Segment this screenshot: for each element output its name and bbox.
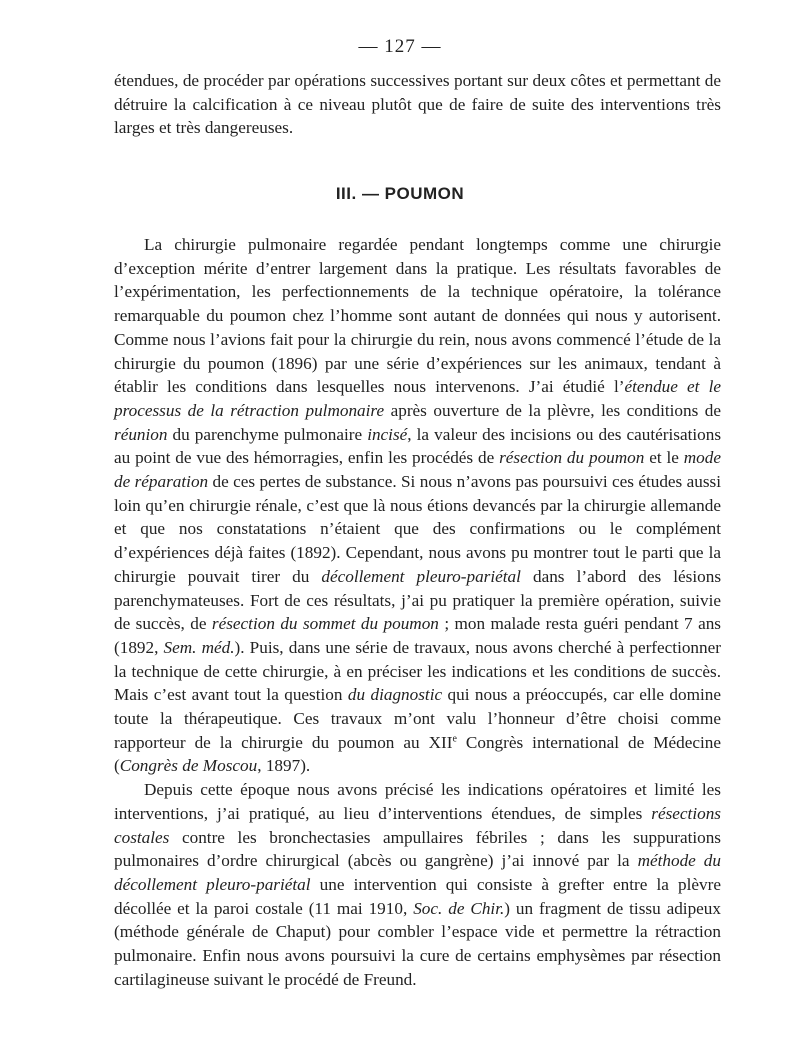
superscript: e bbox=[452, 733, 457, 745]
text-run: La chirurgie pulmonaire regardée pendant longtemps comme une chirurgie d’exception mérite d’entrer largement dans la pratique. Les résultats favorables de l’expérimentation, les perfectionnements de la technique opératoire, la tolérance remarquable du poumon chez l’homme sont autant de données qui nous y autorisent. Comme nous l’avions fait pour la chirurgie du rein, nous avons commencé l’étude de la chirurgie du poumon (1896) par une série d’expériences sur les animaux, tendant à établir les conditions dans lesquelles nous intervenons. J’ai étudié l’ bbox=[114, 235, 721, 397]
text-run: et le bbox=[644, 448, 684, 468]
intro-paragraph: étendues, de procéder par opérations successives portant sur deux côtes et permettant de détruire la calcification à ce niveau plutôt que de faire de suite des interventions très larges et très dangereuses. bbox=[114, 71, 721, 138]
text-run: ; mon malade resta guéri pendant 7 ans (1892, bbox=[114, 614, 721, 657]
text-run: , 1897). bbox=[257, 756, 311, 776]
italic-run: résections costales bbox=[114, 803, 721, 847]
text-run: qui nous a préoccupés, car elle domine toute la thérapeutique. Ces travaux m’ont valu l’honneur d’être choisi comme rapporteur de la chirurgie du poumon au XII bbox=[114, 685, 721, 752]
text-run: de ces pertes de substance. Si nous n’avons pas poursuivi ces études aussi loin qu’en chirurgie rénale, c’est que là nous étions devancés par la chirurgie allemande et que nos constatations n’étaient que des confirmations ou le complément d’expériences déjà faites (1892). Cependant, nous avons pu montrer tout le parti que la chirurgie pouvait tirer du bbox=[114, 472, 721, 586]
italic-run: résection du sommet du poumon bbox=[211, 614, 439, 634]
text-run: ). Puis, dans une série de travaux, nous avons cherché à perfectionner la technique de cette chirurgie, à en préciser les indications et les conditions de succès. Mais c’est avant tout la question bbox=[114, 637, 721, 705]
text-run: dans l’abord des lésions parenchymateuses. Fort de ces résultats, j’ai pu pratiquer la première opération, suivie de succès, de bbox=[114, 566, 722, 634]
paragraph-1 bbox=[114, 233, 721, 778]
italic-run: Soc. de Chir. bbox=[413, 898, 505, 918]
italic-run: mode de réparation bbox=[114, 448, 721, 492]
text-run: Congrès international de Médecine ( bbox=[114, 732, 721, 776]
section-body bbox=[114, 233, 721, 992]
italic-run: étendue et le processus de la rétraction pulmonaire bbox=[114, 377, 721, 420]
text-run: contre les bronchectasies ampullaires fébriles ; dans les suppurations pulmonaires d’ordre chirurgical (abcès ou gangrène) j’ai innové par la bbox=[114, 827, 721, 871]
italic-run: méthode du décollement pleuro-pariétal bbox=[114, 851, 721, 894]
text-run: du parenchyme pulmonaire bbox=[167, 424, 368, 444]
text-run: Depuis cette époque nous avons précisé les indications opératoires et limité les interventions, j’ai pratiqué, au lieu d’interventions étendues, de simples bbox=[114, 780, 721, 823]
italic-run: Sem. méd. bbox=[163, 637, 235, 657]
italic-run: décollement pleuro-pariétal bbox=[321, 566, 521, 586]
italic-run: Congrès de Moscou bbox=[119, 756, 258, 776]
intro-paragraph-block bbox=[114, 69, 721, 140]
italic-run: incisé bbox=[367, 424, 408, 444]
paragraph-2 bbox=[114, 778, 721, 991]
italic-run: résection du poumon bbox=[499, 448, 645, 468]
italic-run: réunion bbox=[114, 424, 168, 444]
text-run: une intervention qui consiste à grefter entre la plèvre décollée et la paroi costale (11 mai 1910, bbox=[114, 874, 721, 918]
italic-run: du diagnostic bbox=[347, 685, 443, 705]
page-number: — 127 — bbox=[358, 36, 442, 57]
text-run: , la valeur des incisions ou des cautérisations au point de vue des hémorragies, enfin les procédés de bbox=[114, 424, 722, 468]
text-run: ) un fragment de tissu adipeux (méthode générale de Chaput) pour combler l’espace vide et permettre la rétraction pulmonaire. Enfin nous avons poursuivi la cure de certains emphysèmes par résection cartilagineuse suivant le procédé de Freund. bbox=[114, 898, 721, 989]
section-heading: III. — POUMON bbox=[335, 184, 465, 203]
text-run: après ouverture de la plèvre, les conditions de bbox=[384, 400, 721, 420]
